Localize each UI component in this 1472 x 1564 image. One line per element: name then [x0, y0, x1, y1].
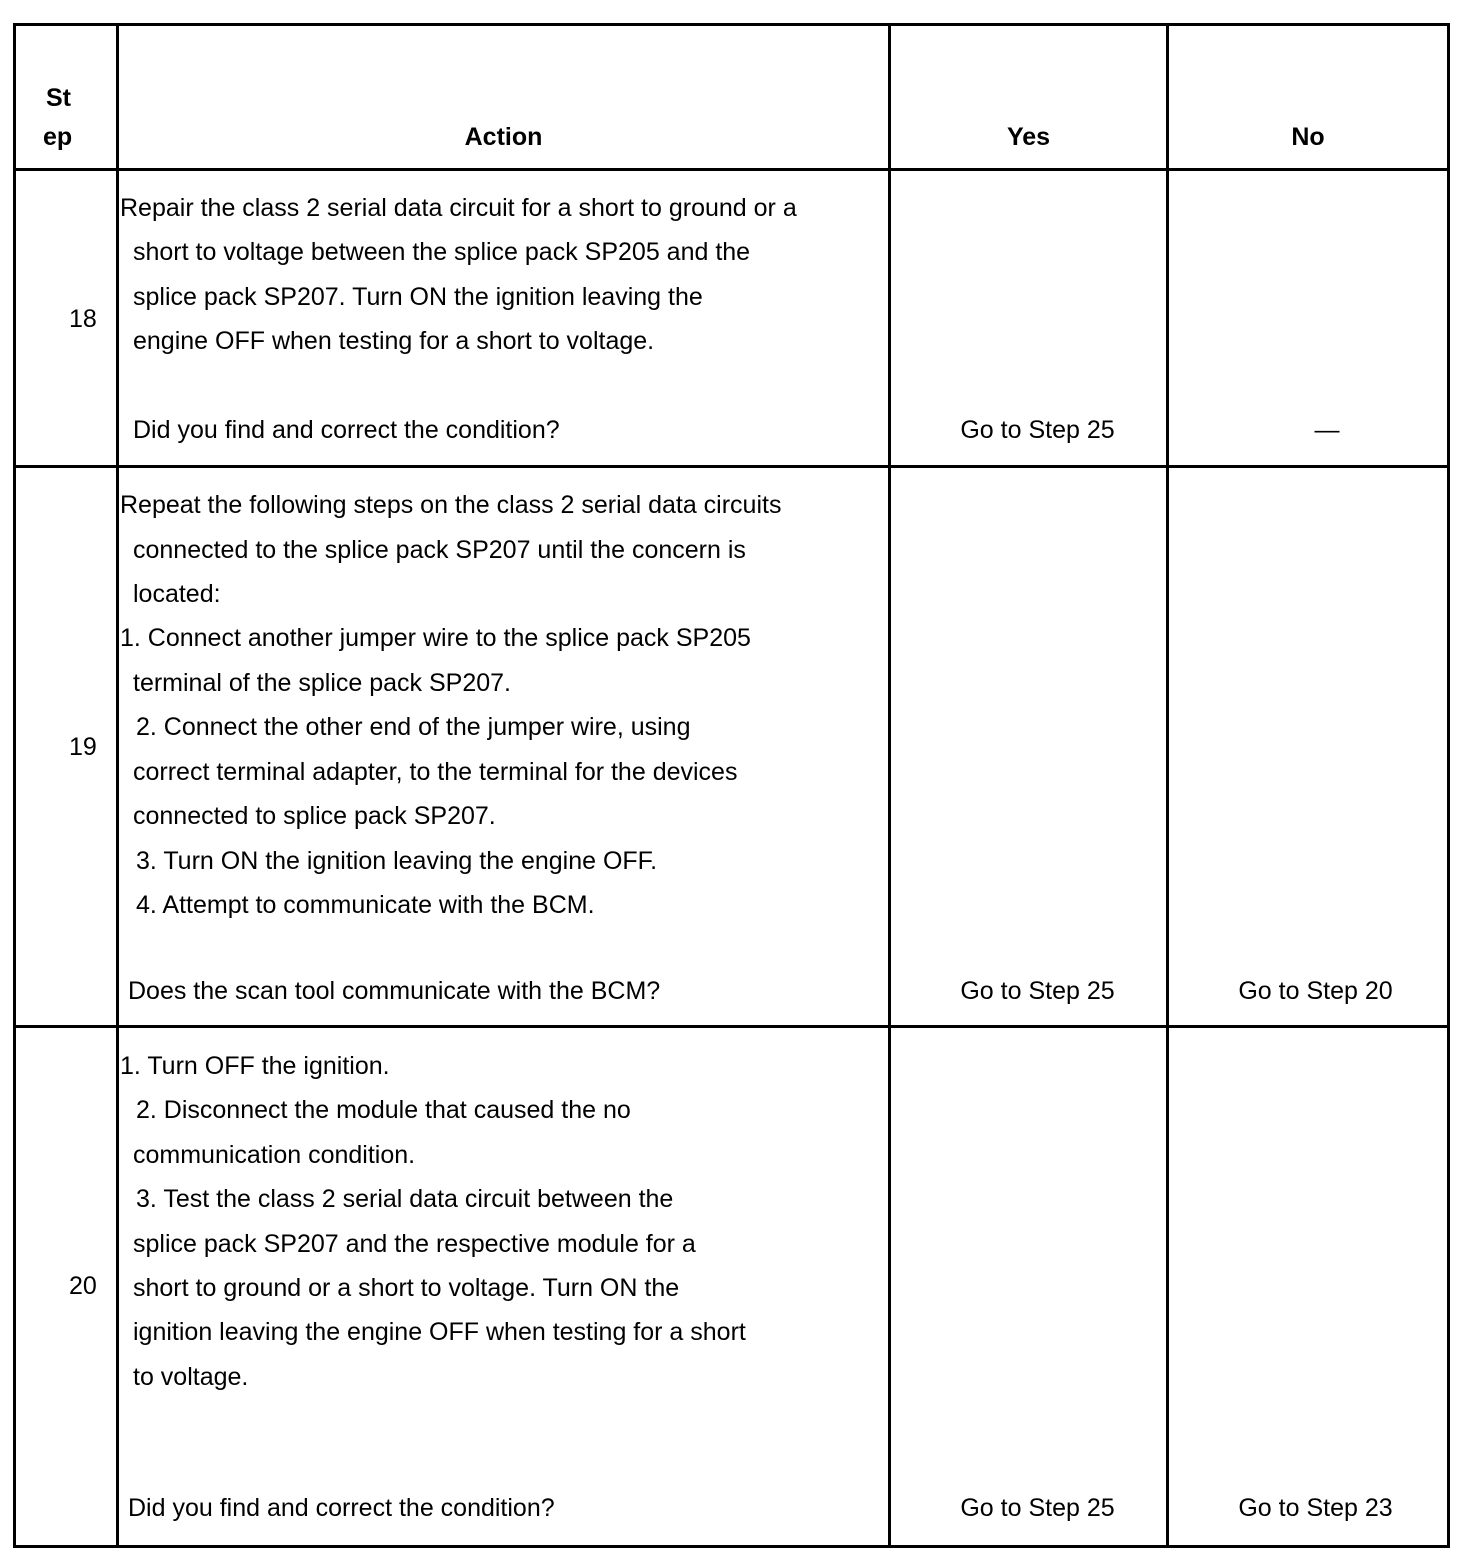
row-divider	[13, 1025, 1450, 1028]
action-question: Did you find and correct the condition?	[133, 416, 560, 444]
action-line: 4. Attempt to communicate with the BCM.	[136, 891, 595, 919]
step-number: 19	[69, 733, 97, 761]
table-border-right	[1447, 23, 1450, 1548]
action-line: splice pack SP207 and the respective module for a	[133, 1230, 696, 1258]
action-line: 2. Connect the other end of the jumper wire, using	[136, 713, 691, 741]
table-border-bottom	[13, 1545, 1450, 1548]
action-line: short to ground or a short to voltage. Turn ON the	[133, 1274, 680, 1302]
no-result: Go to Step 23	[1238, 1494, 1393, 1522]
column-divider	[888, 23, 891, 1548]
table-border-top	[13, 23, 1450, 26]
action-question: Did you find and correct the condition?	[128, 1494, 555, 1522]
action-line: connected to splice pack SP207.	[133, 802, 496, 830]
action-line: correct terminal adapter, to the terminal for the devices	[133, 758, 738, 786]
action-line: short to voltage between the splice pack SP205 and the	[133, 238, 751, 266]
action-line: to voltage.	[133, 1363, 249, 1391]
header-no: No	[1291, 123, 1325, 151]
row-divider	[13, 465, 1450, 468]
table-border-left	[13, 23, 16, 1548]
no-result: —	[1314, 416, 1340, 444]
action-line: 3. Turn ON the ignition leaving the engine OFF.	[136, 847, 658, 875]
action-line: located:	[133, 580, 221, 608]
action-line: splice pack SP207. Turn ON the ignition leaving the	[133, 283, 703, 311]
header-step-line2: ep	[43, 123, 73, 151]
action-line: Repair the class 2 serial data circuit for a short to ground or a	[120, 194, 797, 222]
action-line: 1. Turn OFF the ignition.	[120, 1052, 390, 1080]
action-line: Repeat the following steps on the class 2 serial data circuits	[120, 491, 782, 519]
action-line: connected to the splice pack SP207 until the concern is	[133, 536, 746, 564]
action-line: terminal of the splice pack SP207.	[133, 669, 511, 697]
header-divider	[13, 168, 1450, 171]
action-line: 1. Connect another jumper wire to the splice pack SP205	[120, 624, 751, 652]
column-divider	[1166, 23, 1169, 1548]
action-line: 2. Disconnect the module that caused the no	[136, 1096, 631, 1124]
no-result: Go to Step 20	[1238, 977, 1393, 1005]
action-line: ignition leaving the engine OFF when testing for a short	[133, 1318, 746, 1346]
header-step-line1: St	[46, 84, 71, 112]
yes-result: Go to Step 25	[960, 416, 1115, 444]
step-number: 20	[69, 1272, 97, 1300]
action-line: engine OFF when testing for a short to voltage.	[133, 327, 655, 355]
yes-result: Go to Step 25	[960, 1494, 1115, 1522]
header-yes: Yes	[1006, 123, 1051, 151]
column-divider	[116, 23, 119, 1548]
action-question: Does the scan tool communicate with the BCM?	[128, 977, 661, 1005]
step-number: 18	[69, 305, 97, 333]
action-line: communication condition.	[133, 1141, 416, 1169]
yes-result: Go to Step 25	[960, 977, 1115, 1005]
header-action: Action	[464, 123, 543, 151]
action-line: 3. Test the class 2 serial data circuit between the	[136, 1185, 674, 1213]
